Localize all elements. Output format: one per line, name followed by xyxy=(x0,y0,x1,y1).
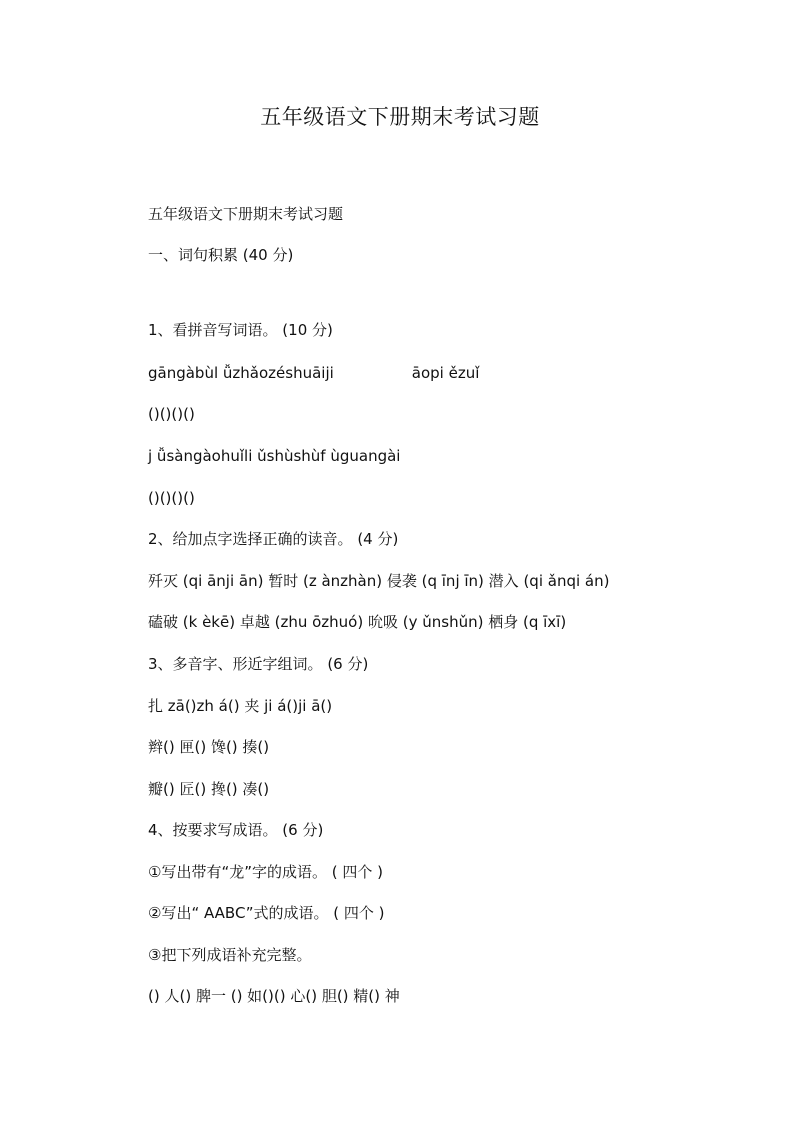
section-heading-1: 一、词句积累 (40 分) xyxy=(148,246,294,264)
doc-subtitle: 五年级语文下册期末考试习题 xyxy=(148,205,344,223)
idiom-blanks-row: () 人() 脾一 () 如()() 心() 胆() 精() 神 xyxy=(148,987,400,1005)
question-1-heading: 1、看拼音写词语。 (10 分) xyxy=(148,321,333,339)
pinyin-row-1-part-b: āopi ězuǐ xyxy=(411,364,480,382)
pinyin-row-2: j ǚsàngàohuǐli ǔshùshùf ùguangài xyxy=(148,447,401,465)
idiom-task-3: ③把下列成语补充完整。 xyxy=(148,946,312,964)
answer-blanks-row-1: ()()()() xyxy=(148,405,195,423)
similar-char-row-2: 瓣() 匠() 搀() 凑() xyxy=(148,780,270,798)
idiom-task-1: ①写出带有“龙”字的成语。 ( 四个 ) xyxy=(148,863,383,881)
polyphone-row: 扎 zā()zh á() 夹 ji á()ji ā() xyxy=(148,697,333,715)
question-3-heading: 3、多音字、形近字组词。 (6 分) xyxy=(148,655,369,673)
reading-choice-row-1: 歼灭 (qi ānji ān) 暂时 (z ànzhàn) 侵袭 (q īnj īn) 潜入 (qi ǎnqi án) xyxy=(148,572,610,590)
similar-char-row-1: 辫() 匣() 馋() 揍() xyxy=(148,738,270,756)
pinyin-row-1 xyxy=(148,363,479,383)
document-title: 五年级语文下册期末考试习题 xyxy=(260,105,540,129)
idiom-task-2: ②写出“ AABC”式的成语。 ( 四个 ) xyxy=(148,904,385,922)
pinyin-row-1-part-a: gāngàbùl ǚzhǎozéshuāiji xyxy=(148,364,334,382)
answer-blanks-row-2: ()()()() xyxy=(148,489,195,507)
reading-choice-row-2: 磕破 (k èkē) 卓越 (zhu ōzhuó) 吮吸 (y ǔnshǔn) 栖身 (q īxī) xyxy=(148,613,567,631)
question-2-heading: 2、给加点字选择正确的读音。 (4 分) xyxy=(148,530,399,548)
question-4-heading: 4、按要求写成语。 (6 分) xyxy=(148,821,324,839)
